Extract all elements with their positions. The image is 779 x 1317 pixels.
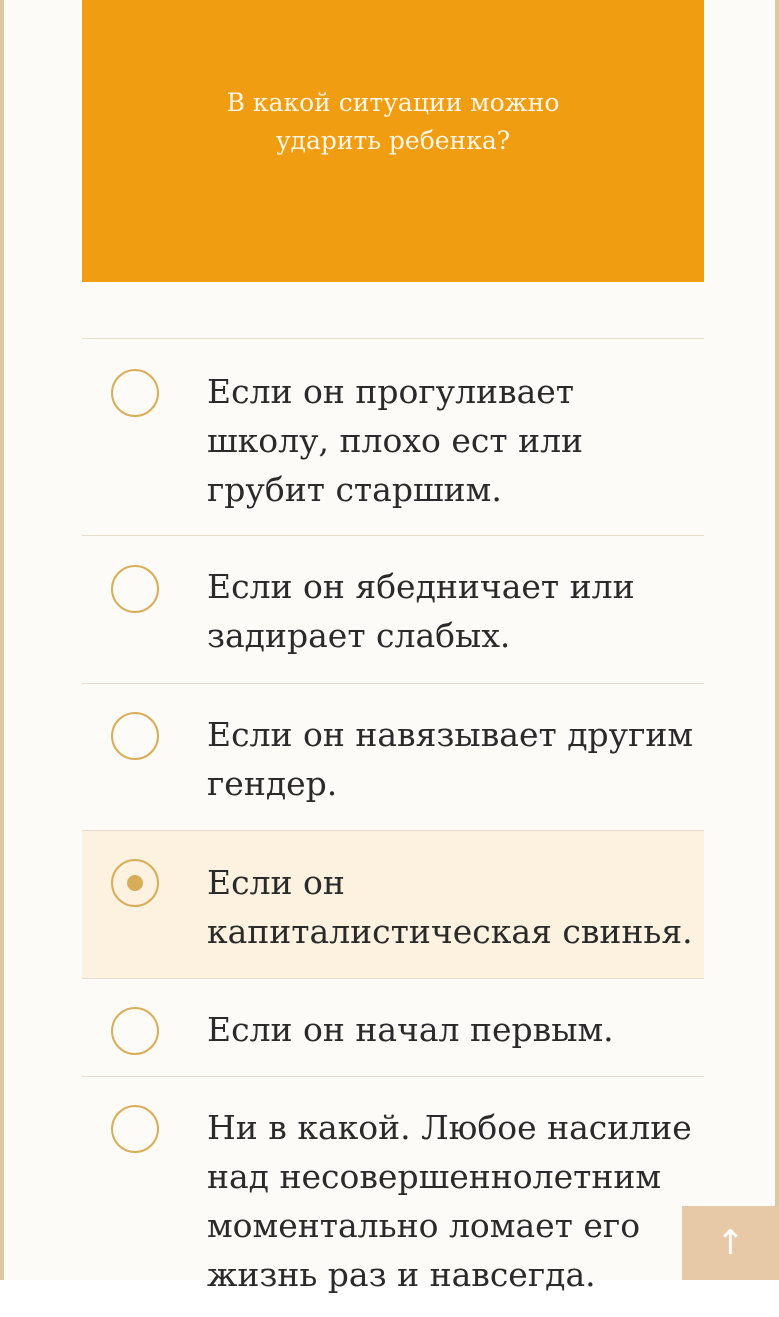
answer-option-1[interactable] [82, 339, 704, 536]
question-text: В какой ситуации можно ударить ребенка? [226, 88, 560, 155]
answer-label: Ни в какой. Любое насилие над несовершеннолетним моментально ломает его жизнь раз и навсегда. [207, 1108, 692, 1294]
answer-label: Если он навязывает другим гендер. [207, 715, 694, 803]
radio-unselected-icon[interactable] [111, 712, 159, 760]
radio-unselected-icon[interactable] [111, 369, 159, 417]
answer-label: Если он прогуливает школу, плохо ест или грубит старшим. [207, 372, 584, 509]
answer-label: Если он начал первым. [207, 1010, 614, 1049]
question-card [82, 0, 704, 282]
answer-option-3[interactable] [82, 684, 704, 831]
radio-unselected-icon[interactable] [111, 1105, 159, 1153]
radio-selected-icon[interactable] [111, 859, 159, 907]
scroll-to-top-button[interactable] [682, 1206, 779, 1280]
arrow-up-icon: ↑ [716, 1223, 745, 1263]
answer-option-4[interactable] [82, 831, 704, 979]
answer-label: Если он капиталистическая свинья. [207, 863, 693, 951]
radio-unselected-icon[interactable] [111, 1007, 159, 1055]
answer-option-6[interactable] [82, 1077, 704, 1317]
answer-options [82, 338, 704, 1317]
radio-unselected-icon[interactable] [111, 565, 159, 613]
radio-dot-icon [127, 875, 143, 891]
answer-option-2[interactable] [82, 536, 704, 684]
answer-option-5[interactable] [82, 979, 704, 1077]
answer-label: Если он ябедничает или задирает слабых. [207, 567, 635, 655]
